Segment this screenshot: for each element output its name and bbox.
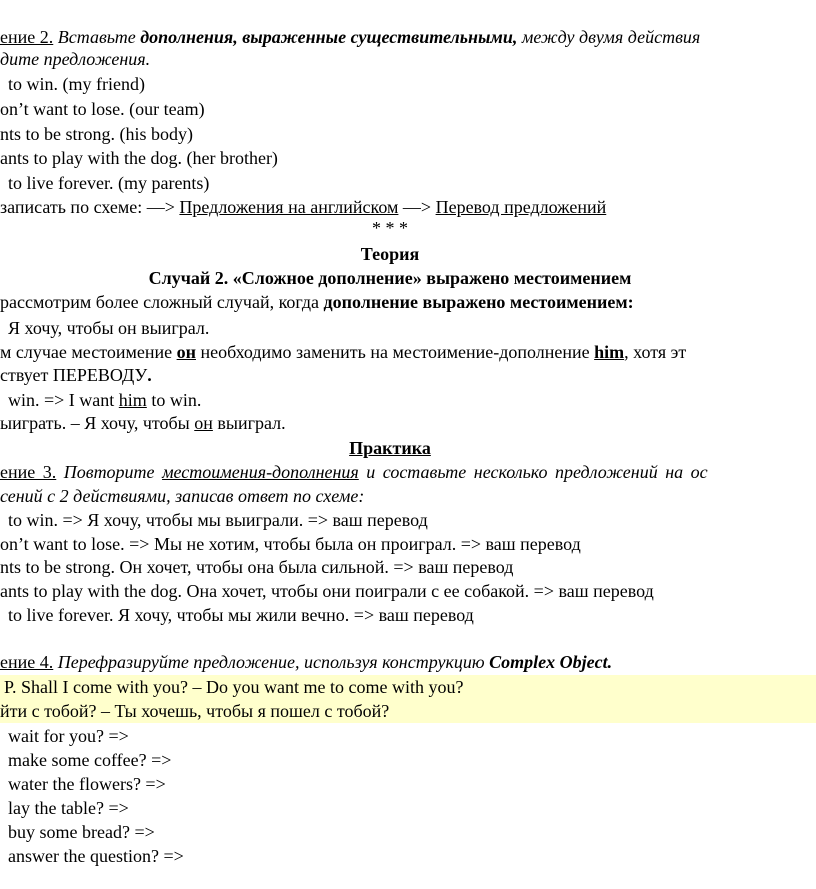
separator-stars: * * * xyxy=(372,218,408,238)
exercise-4-example-en: P. Shall I come with you? – Do you want me to come with you? xyxy=(4,677,464,697)
exercise-2-instruction xyxy=(0,26,700,48)
scheme-english: Предложения на английском xyxy=(179,197,399,217)
theory-heading: Теория xyxy=(360,244,420,264)
theory-paragraph-3: м случае местоимение он необходимо заменить на местоимение-дополнение him, хотя эт xyxy=(0,342,687,362)
exercise-3-instruction: ение 3. Повторите местоимения-дополнения и составьте несколько предложений на ос xyxy=(0,462,708,482)
exercise-3-item: to live forever. Я хочу, чтобы мы жили вечно. => ваш перевод xyxy=(8,605,474,625)
exercise-2-scheme: записать по схеме: —> Предложения на английском —> Перевод предложений xyxy=(0,197,607,217)
theory-example-translation: ыиграть. – Я хочу, чтобы он выиграл. xyxy=(0,413,286,433)
exercise-2-instr-a: Вставьте xyxy=(57,27,136,47)
exercise-4-instruction: ение 4. Перефразируйте предложение, используя конструкцию Complex Object. xyxy=(0,652,613,672)
theory-example-ru: Я хочу, чтобы он выиграл. xyxy=(8,318,210,338)
exercise-2-item: on’t want to lose. (our team) xyxy=(0,99,205,119)
exercise-2-item: to win. (my friend) xyxy=(8,74,145,94)
exercise-2-item: to live forever. (my parents) xyxy=(8,173,210,193)
theory-case-title: Случай 2. «Сложное дополнение» выражено местоимением xyxy=(148,268,632,288)
exercise-3-item: on’t want to lose. => Мы не хотим, чтобы была он проиграл. => ваш перевод xyxy=(0,534,581,554)
exercise-3-item: to win. => Я хочу, чтобы мы выиграли. => ваш перевод xyxy=(8,510,428,530)
theory-paragraph-1: рассмотрим более сложный случай, когда дополнение выражено местоимением: xyxy=(0,292,634,312)
exercise-4-item: water the flowers? => xyxy=(8,774,166,794)
exercise-4-item: make some coffee? => xyxy=(8,750,172,770)
exercise-4-item: answer the question? => xyxy=(8,846,184,866)
exercise-3-item: ants to play with the dog. Она хочет, чтобы они поиграли с ее собакой. => ваш перевод xyxy=(0,581,654,601)
theory-example-en: win. => I want him to win. xyxy=(8,390,202,410)
exercise-2-item: nts to be strong. (his body) xyxy=(0,124,193,144)
exercise-2-instr-b: дополнения, выраженные существительными, xyxy=(140,27,518,47)
exercise-3-instruction-line2: сений с 2 действиями, записав ответ по схеме: xyxy=(0,486,365,506)
exercise-2-instr-c: между двумя действия xyxy=(521,27,701,47)
exercise-4-item: buy some bread? => xyxy=(8,822,155,842)
exercise-2-instruction-line2: дите предложения. xyxy=(0,49,151,69)
scheme-translation: Перевод предложений xyxy=(435,197,607,217)
exercise-4-item: lay the table? => xyxy=(8,798,129,818)
exercise-4-item: wait for you? => xyxy=(8,726,129,746)
exercise-3-item: nts to be strong. Он хочет, чтобы она была сильной. => ваш перевод xyxy=(0,557,514,577)
exercise-2-title: ение 2. xyxy=(0,27,54,47)
exercise-4-example-ru: йти с тобой? – Ты хочешь, чтобы я пошел с тобой? xyxy=(0,701,390,721)
practice-heading: Практика xyxy=(349,438,431,458)
theory-paragraph-4: ствует ПЕРЕВОДУ. xyxy=(0,365,152,385)
exercise-2-item: ants to play with the dog. (her brother) xyxy=(0,148,278,168)
